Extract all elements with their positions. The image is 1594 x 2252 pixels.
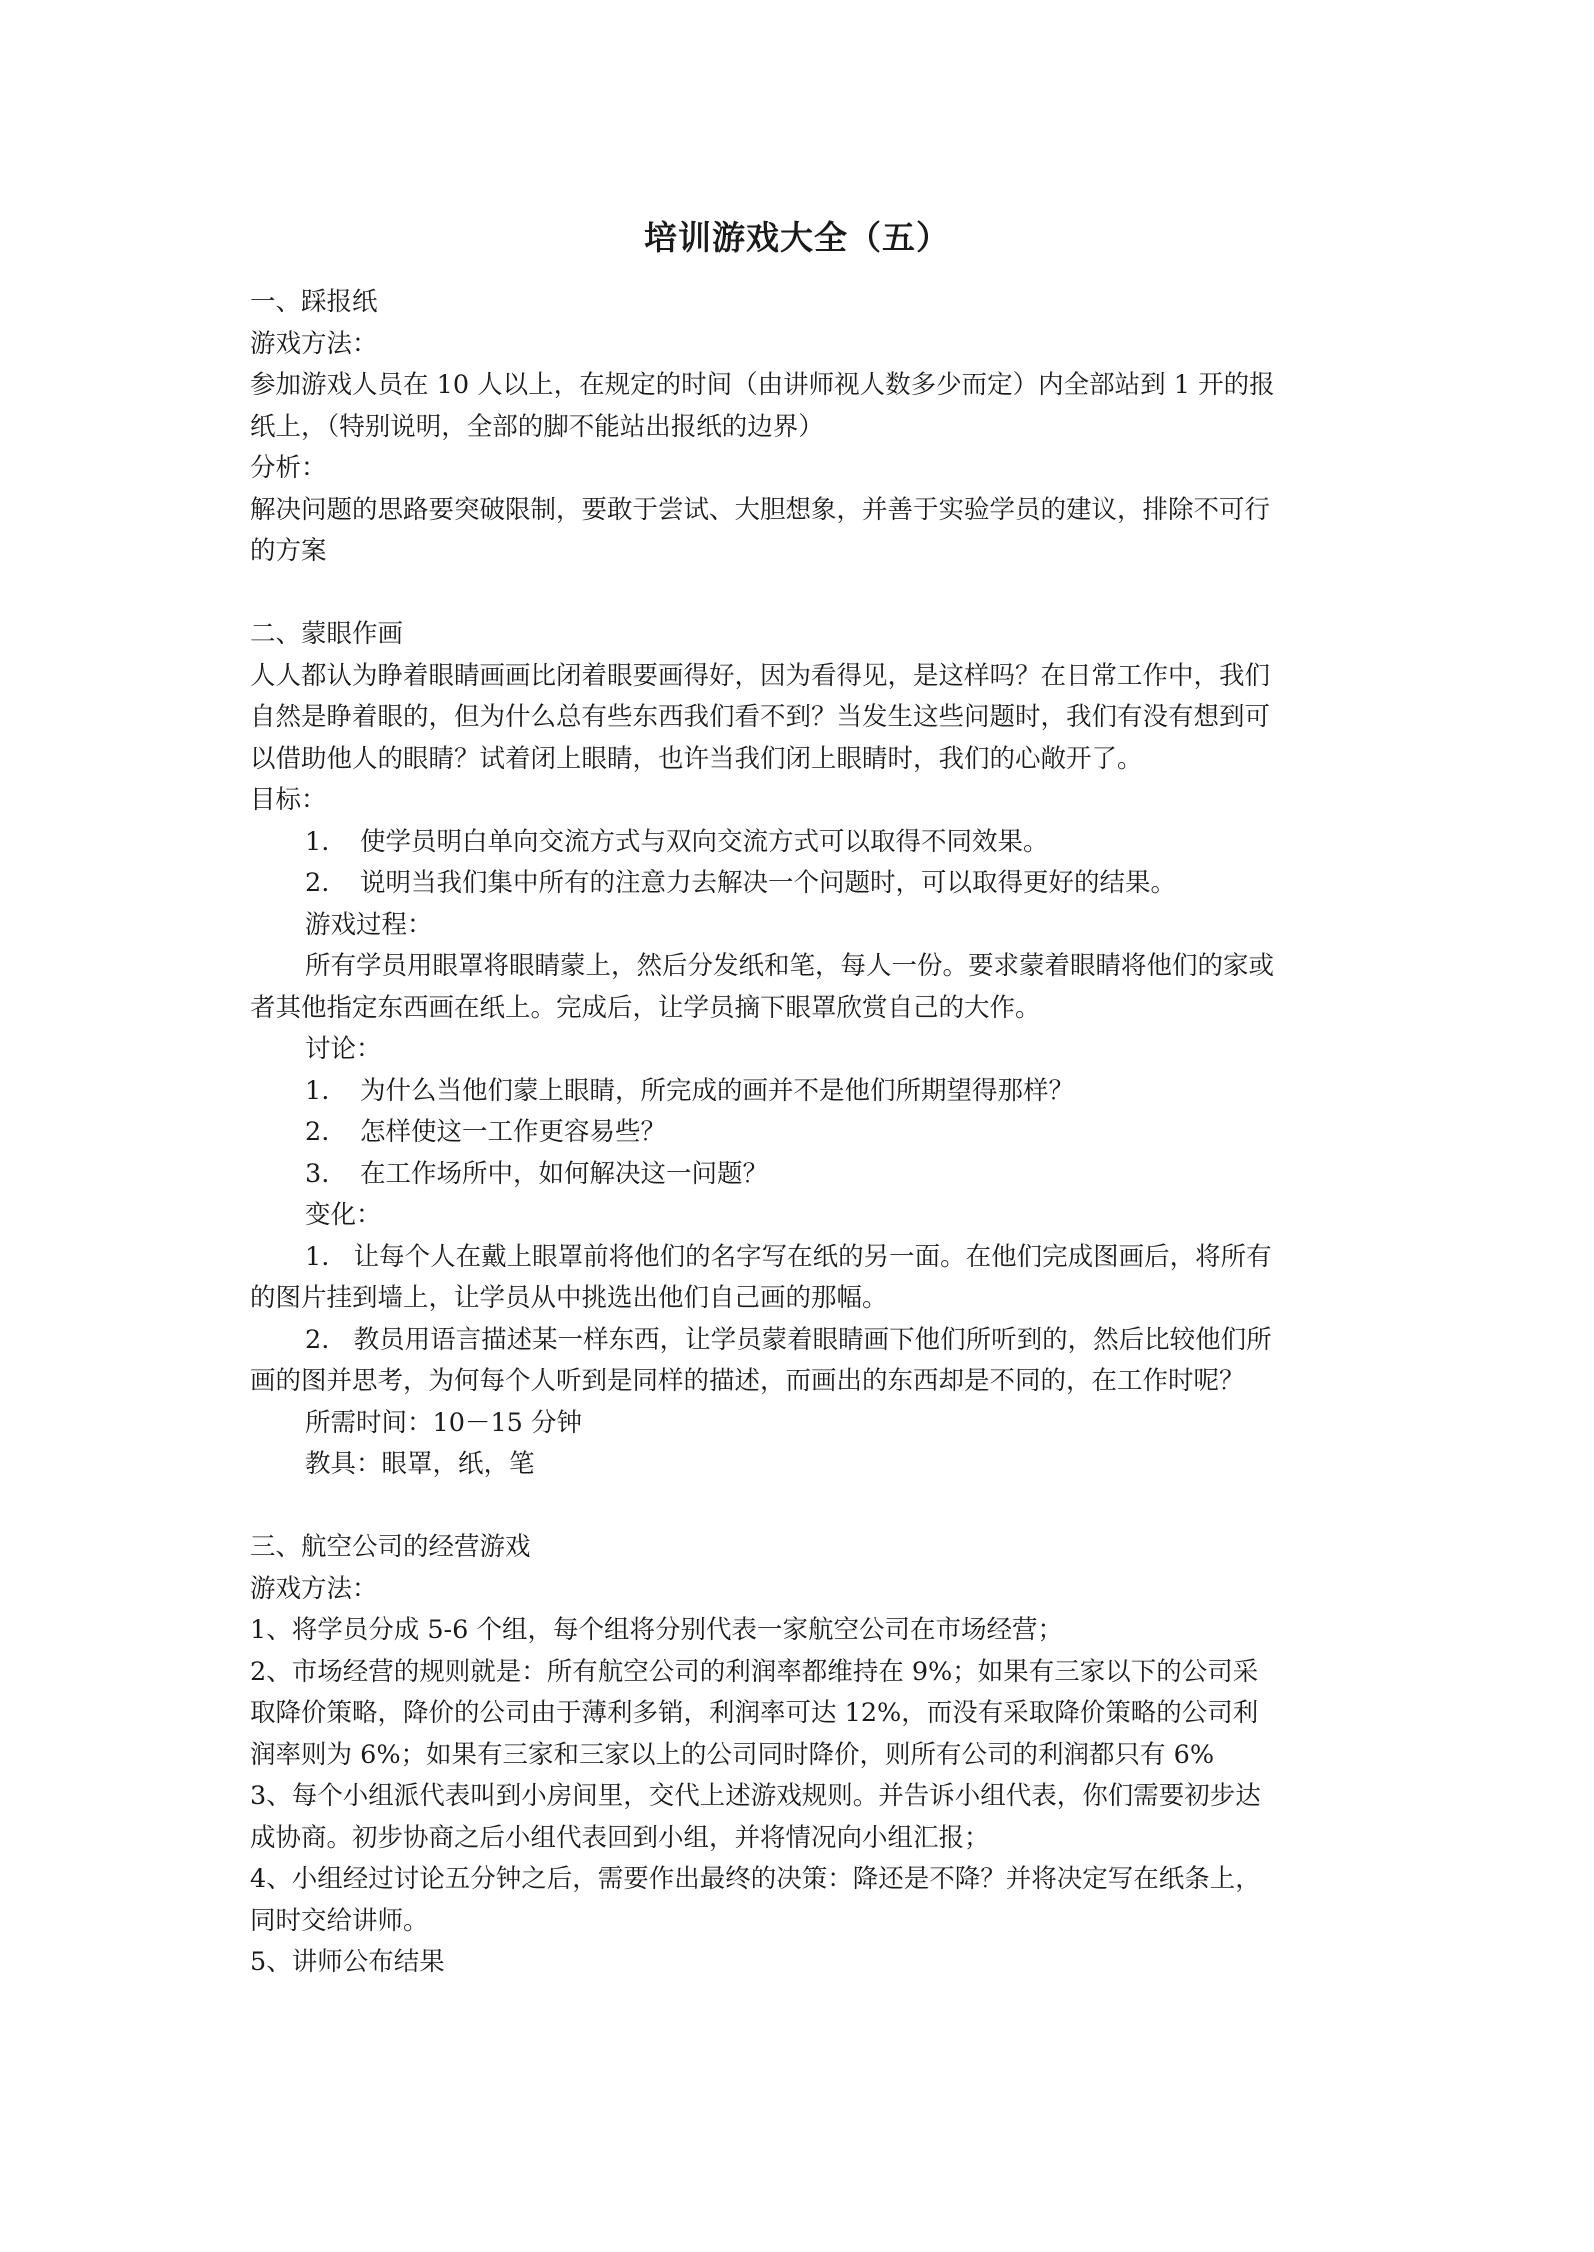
page-title: 培训游戏大全（五） (644, 218, 950, 257)
section-2-intro-line-2: 自然是睁着眼的，但为什么总有些东西我们看不到？当发生这些问题时，我们有没有想到可 (250, 702, 1271, 732)
section-3-method-label: 游戏方法： (250, 1573, 378, 1604)
list-number: 3. (305, 1158, 330, 1189)
section-3-step-3-line-1: 3、每个小组派代表叫到小房间里，交代上述游戏规则。并告诉小组代表，你们需要初步达 (250, 1781, 1261, 1811)
section-1-method-label: 游戏方法： (250, 328, 378, 359)
section-3-step-4-line-2: 同时交给讲师。 (250, 1905, 429, 1936)
section-2-process-line-2: 者其他指定东西画在纸上。完成后，让学员摘下眼罩欣赏自己的大作。 (250, 992, 1041, 1023)
section-2-discuss-label: 讨论： (305, 1034, 382, 1064)
section-2-variation-2-line-1: 2. 教员用语言描述某一样东西，让学员蒙着眼睛画下他们所听到的，然后比较他们所 (305, 1324, 1272, 1355)
section-2-heading: 二、蒙眼作画 (250, 619, 404, 649)
spacer (250, 1486, 1362, 1528)
section-1-analysis-line-2: 的方案 (250, 536, 327, 566)
section-2-intro-line-3: 以借助他人的眼睛？试着闭上眼睛，也许当我们闭上眼睛时，我们的心敞开了。 (250, 743, 1143, 774)
list-number: 2. (305, 868, 330, 898)
section-3-step-3-line-2: 成协商。初步协商之后小组代表回到小组，并将情况向小组汇报； (250, 1822, 990, 1853)
section-1-analysis-label: 分析： (250, 453, 327, 483)
list-item (250, 1112, 1362, 1154)
section-1-analysis-line-1: 解决问题的思路要突破限制，要敢于尝试、大胆想象，并善于实验学员的建议，排除不可行 (250, 494, 1271, 525)
section-2-process-label: 游戏过程： (305, 909, 433, 940)
section-3-heading: 三、航空公司的经营游戏 (250, 1532, 531, 1562)
section-2-variation-1-line-1: 1. 让每个人在戴上眼罩前将他们的名字写在纸的另一面。在他们完成图画后，将所有 (305, 1241, 1272, 1272)
list-text: 怎样使这一工作更容易些？ (360, 1117, 667, 1147)
section-2-process-line-1: 所有学员用眼罩将眼睛蒙上，然后分发纸和笔，每人一份。要求蒙着眼睛将他们的家或 (305, 951, 1275, 981)
section-2-variation-2-line-2: 画的图并思考，为何每个人听到是同样的描述，而画出的东西却是不同的，在工作时呢？ (250, 1366, 1245, 1396)
list-number: 1. (305, 826, 330, 857)
list-text: 说明当我们集中所有的注意力去解决一个问题时，可以取得更好的结果。 (360, 868, 1177, 898)
section-2-variation-label: 变化： (305, 1200, 382, 1230)
section-3-step-5: 5、讲师公布结果 (250, 1947, 445, 1977)
section-1-method-line-2: 纸上，（特别说明，全部的脚不能站出报纸的边界） (250, 411, 824, 442)
section-1-heading: 一、踩报纸 (250, 287, 378, 317)
document-body (250, 282, 1362, 1984)
list-item (250, 1154, 1362, 1196)
list-item (250, 1071, 1362, 1113)
section-2-intro-line-1: 人人都认为睁着眼睛画画比闭着眼要画得好，因为看得见，是这样吗？在日常工作中，我们 (250, 660, 1271, 691)
list-item (250, 863, 1362, 905)
section-2-goal-label: 目标： (250, 785, 327, 815)
list-text: 为什么当他们蒙上眼睛，所完成的画并不是他们所期望得那样？ (360, 1075, 1075, 1106)
section-2-tools: 教具：眼罩，纸，笔 (305, 1449, 535, 1479)
section-3-step-2-line-1: 2、市场经营的规则就是：所有航空公司的利润率都维持在 9%；如果有三家以下的公司采 (250, 1656, 1259, 1687)
section-2-time: 所需时间：10－15 分钟 (305, 1407, 583, 1438)
list-number: 1. (305, 1075, 330, 1106)
section-1-method-line-1: 参加游戏人员在 10 人以上，在规定的时间（由讲师视人数多少而定）内全部站到 1 开的报 (250, 370, 1275, 400)
section-3-step-4-line-1: 4、小组经过讨论五分钟之后，需要作出最终的决策：降还是不降？并将决定写在纸条上， (250, 1864, 1261, 1894)
section-3-step-2-line-3: 润率则为 6%；如果有三家和三家以上的公司同时降价，则所有公司的利润都只有 6% (250, 1739, 1215, 1770)
list-number: 2. (305, 1117, 330, 1147)
list-item (250, 822, 1362, 864)
list-text: 在工作场所中，如何解决这一问题？ (360, 1158, 769, 1189)
spacer (250, 573, 1362, 615)
list-text: 使学员明白单向交流方式与双向交流方式可以取得不同效果。 (360, 826, 1049, 857)
section-2-variation-1-line-2: 的图片挂到墙上，让学员从中挑选出他们自己画的那幅。 (250, 1283, 888, 1313)
section-3-step-2-line-2: 取降价策略，降价的公司由于薄利多销，利润率可达 12%，而没有采取降价策略的公司利 (250, 1698, 1259, 1728)
section-3-step-1: 1、将学员分成 5-6 个组，每个组将分别代表一家航空公司在市场经营； (250, 1615, 1064, 1645)
